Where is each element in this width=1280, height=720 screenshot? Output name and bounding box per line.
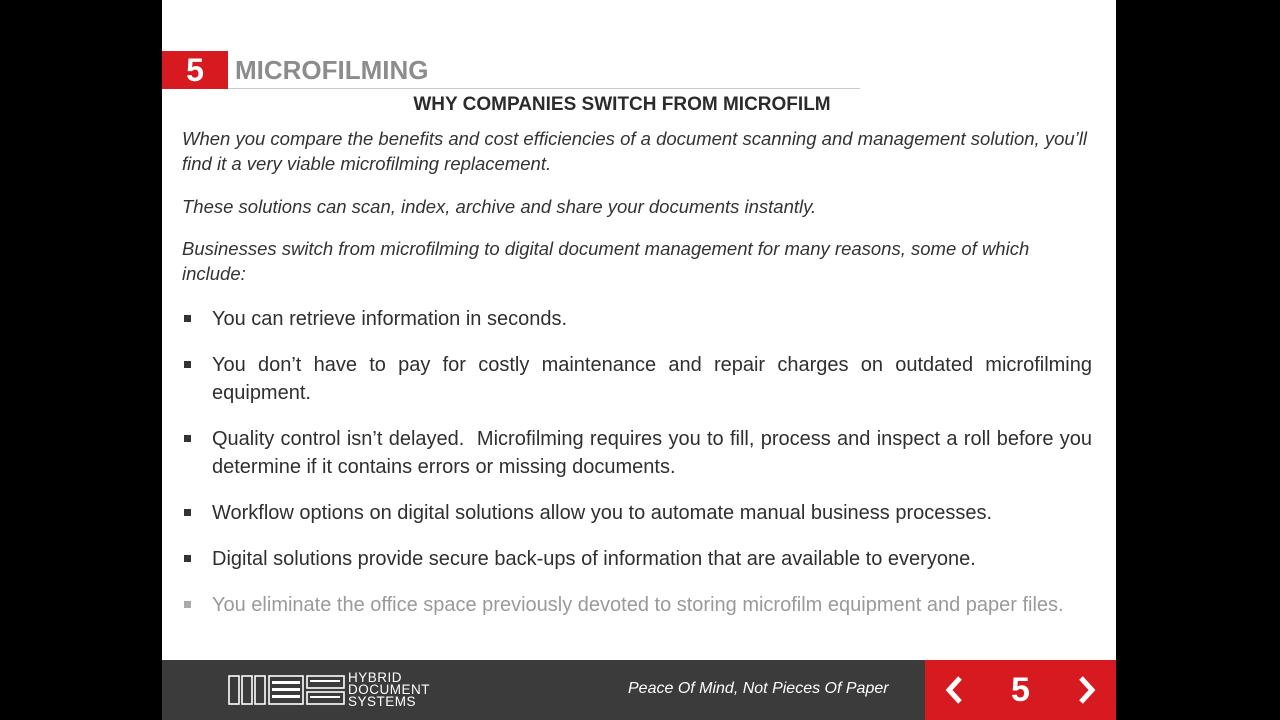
intro-paragraph: When you compare the benefits and cost efficiencies of a document scanning and management solution, you’ll find it a very viable microfilming replacement. xyxy=(182,128,1087,174)
next-slide-button[interactable] xyxy=(1056,660,1116,720)
bullet-square-icon xyxy=(184,509,191,516)
list-item xyxy=(182,351,1092,407)
chevron-left-icon xyxy=(944,675,966,705)
list-item xyxy=(182,305,1092,333)
prev-slide-button[interactable] xyxy=(925,660,985,720)
footer-bar xyxy=(162,660,1116,720)
bullet-square-icon xyxy=(184,601,191,608)
list-item xyxy=(182,545,1092,573)
slide-navigation xyxy=(925,660,1116,720)
list-item-text: Digital solutions provide secure back-ups of information that are available to everyone. xyxy=(212,548,976,570)
logo-text-line: SYSTEMS xyxy=(348,694,417,709)
list-item-text: Quality control isn’t delayed. Microfilming requires you to fill, process and inspect a roll before you determine if it contains errors or missing documents. xyxy=(212,428,1098,478)
logo-text xyxy=(348,672,430,708)
list-item-text: You can retrieve information in seconds. xyxy=(212,308,568,330)
logo-text-line: HYBRID xyxy=(348,670,403,685)
title-divider xyxy=(228,88,860,89)
section-number: 5 xyxy=(162,51,228,89)
chevron-right-icon xyxy=(1075,675,1097,705)
list-item xyxy=(182,425,1098,481)
slide xyxy=(162,0,1116,720)
section-title: MICROFILMING xyxy=(235,55,429,85)
list-item xyxy=(182,591,1092,619)
company-logo xyxy=(228,672,430,708)
bullet-square-icon xyxy=(184,555,191,562)
list-item xyxy=(182,499,1092,527)
page-number: 5 xyxy=(1011,670,1030,709)
tagline: Peace Of Mind, Not Pieces Of Paper xyxy=(628,680,889,697)
list-item-text: Workflow options on digital solutions allow you to automate manual business processes. xyxy=(212,502,993,524)
reasons-list xyxy=(182,305,1098,637)
bullet-square-icon xyxy=(184,315,191,322)
intro-paragraph: Businesses switch from microfilming to digital document management for many reasons, some of which include: xyxy=(182,238,1030,284)
intro-paragraph: These solutions can scan, index, archive and share your documents instantly. xyxy=(182,196,817,217)
bullet-square-icon xyxy=(184,435,191,442)
list-item-text: You don’t have to pay for costly maintenance and repair charges on outdated microfilming equipment. xyxy=(212,354,1092,404)
list-item-text: You eliminate the office space previously devoted to storing microfilm equipment and paper files. xyxy=(212,594,1064,616)
bullet-square-icon xyxy=(184,361,191,368)
slide-subtitle: WHY COMPANIES SWITCH FROM MICROFILM xyxy=(413,94,831,115)
mds-logo-icon xyxy=(228,672,346,708)
logo-text-line: DOCUMENT xyxy=(348,682,430,697)
